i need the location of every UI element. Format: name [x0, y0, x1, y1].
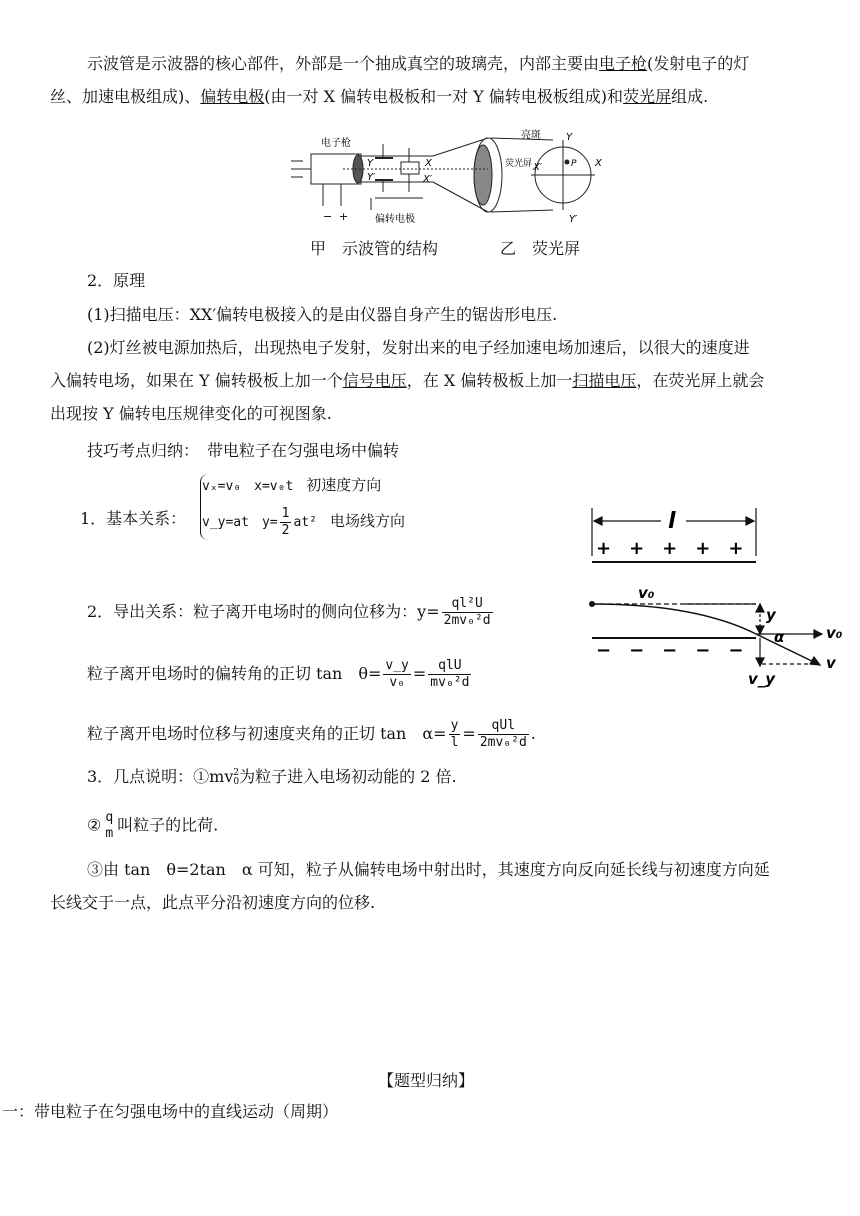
svg-text:v₀: v₀ — [826, 624, 843, 642]
svg-text:v_y: v_y — [748, 670, 776, 688]
svg-text:−: − — [323, 210, 333, 223]
oscilloscope-tube-figure — [283, 126, 603, 226]
note-tan-line2: 长线交于一点，此点平分沿初速度方向的位移. — [50, 893, 376, 912]
principle-p2-line3: 出现按 Y 偏转电压规律变化的可视图象. — [50, 404, 332, 423]
svg-text:y: y — [766, 606, 776, 624]
principle-p2-line2: 入偏转电场，如果在 Y 偏转极板上加一个信号电压，在 X 偏转极板上加一扫描电压，在荧光屏上就会 — [50, 371, 765, 390]
section-title: 【题型归纳】 — [378, 1071, 475, 1090]
principle-p2-line1: (2)灯丝被电源加热后，出现热电子发射，发射出来的电子经加速电场加速后，以很大的速度进 — [87, 338, 750, 357]
tan-theta-relation: 粒子离开电场时的偏转角的正切 tan θ= $\frac{v\_y}{\text{v₀}}$ = $\frac{\text{qlU}}{\text{mv₀²d}}$ — [87, 658, 470, 690]
term-screen: 荧光屏 — [623, 87, 672, 106]
principle-p1: (1)扫描电压：XX′偏转电极接入的是由仪器自身产生的锯齿形电压. — [87, 305, 558, 324]
plates-label: 偏转电极 — [375, 214, 415, 225]
screen-label: 荧光屏 — [505, 159, 533, 169]
svg-text:X: X — [425, 158, 432, 169]
figure1-caption-b: 乙 荧光屏 — [500, 239, 581, 258]
svg-text:Y: Y — [367, 158, 374, 169]
derived-relation: 2．导出关系：粒子离开电场时的侧向位移为：y= $\frac{\text{ql²U}}{\text{2mv₀²d}}$ — [87, 596, 491, 628]
spot-label: 亮斑 — [521, 130, 541, 141]
svg-text:Y′: Y′ — [367, 172, 376, 183]
minus-row: − − − − − — [596, 640, 744, 661]
note-tan-line1: ③由 tan θ=2tan α 可知，粒子从偏转电场中射出时，其速度方向反向延长线与初速度方向延 — [87, 860, 770, 879]
term-electron-gun: 电子枪 — [599, 54, 648, 73]
intro-line-2: 丝、加速电极组成)、偏转电极(由一对 X 偏转电极板和一对 Y 偏转电极板组成)和荧光屏组成. — [50, 87, 709, 106]
svg-text:X: X — [595, 158, 602, 169]
principle-heading: 2．原理 — [87, 271, 146, 290]
label-l: l — [668, 509, 676, 534]
intro-line-1: 示波管是示波器的核心部件，外部是一个抽成真空的玻璃壳，内部主要由电子枪(发射电子的灯 — [87, 54, 750, 73]
relation-row-1: vₓ=v₀ x=v₀t 初速度方向 — [202, 476, 382, 494]
gun-label: 电子枪 — [321, 138, 351, 149]
note-charge-mass: ② q m 叫粒子的比荷. — [87, 810, 219, 841]
svg-text:X′: X′ — [533, 162, 543, 173]
relation-row-2: v_y=at y= $\frac{1}{2}$ at² 电场线方向 — [202, 506, 405, 538]
svg-text:α: α — [774, 628, 785, 646]
svg-text:v₀: v₀ — [638, 584, 655, 602]
plus-row: + + + + + — [596, 538, 744, 559]
svg-text:P: P — [571, 159, 577, 169]
basic-relations-label: 1．基本关系： — [80, 509, 187, 528]
note-3: 3．几点说明：①mv 2 0 为粒子进入电场初动能的 2 倍. — [87, 767, 457, 787]
deflection-diagram — [586, 506, 856, 692]
figure1-caption-a: 甲 示波管的结构 — [310, 239, 439, 258]
svg-text:Y′: Y′ — [569, 214, 578, 225]
term-deflection-electrode: 偏转电极 — [200, 87, 265, 106]
svg-text:Y: Y — [566, 132, 573, 143]
svg-text:+: + — [339, 210, 349, 223]
section-item-1: 一：带电粒子在匀强电场中的直线运动（周期） — [2, 1102, 339, 1121]
summary-title: 技巧考点归纳： 带电粒子在匀强电场中偏转 — [87, 441, 400, 460]
svg-text:v: v — [826, 654, 836, 672]
svg-text:X′: X′ — [423, 174, 433, 185]
tan-alpha-relation: 粒子离开电场时位移与初速度夹角的正切 tan α= $\frac{y}{l}$ = $\frac{\text{qUl}}{\text{2mv₀²d}}$ . — [87, 718, 536, 750]
